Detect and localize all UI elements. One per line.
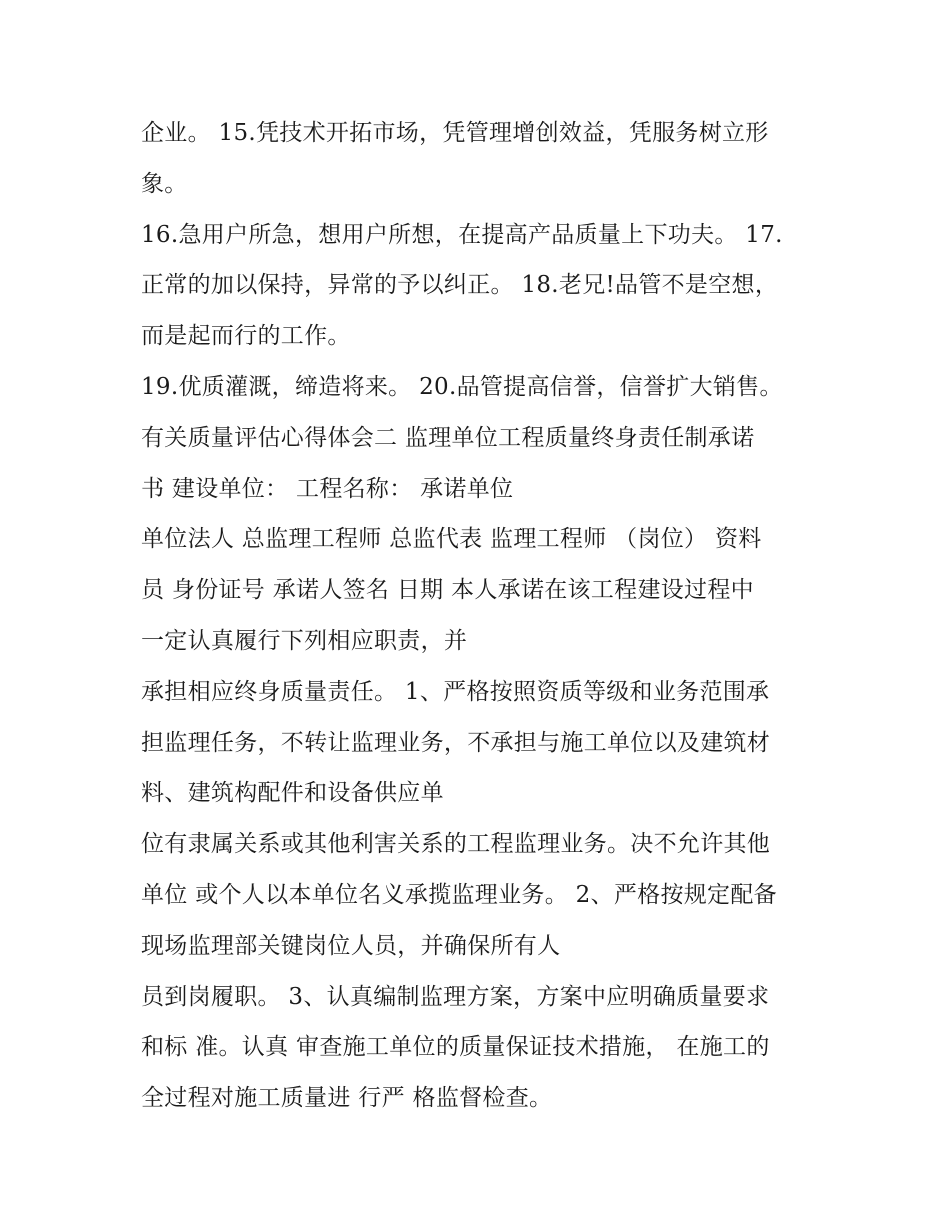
text-line: 单位 或个人以本单位名义承揽监理业务。 2、严格按规定配备	[141, 881, 777, 908]
text-line: 单位法人 总监理工程师 总监代表 监理工程师 （岗位） 资料	[141, 526, 762, 553]
text-line: 书 建设单位： 工程名称： 承诺单位	[141, 475, 514, 502]
text-line: 和标 准。认真 审查施工单位的质量保证技术措施， 在施工的	[141, 1034, 770, 1061]
text-line: 正常的加以保持，异常的予以纠正。 18.老兄!品管不是空想，	[141, 272, 779, 299]
text-line: 现场监理部关键岗位人员，并确保所有人	[141, 932, 561, 959]
text-line: 19.优质灌溉，缔造将来。 20.品管提高信誉，信誉扩大销售。	[141, 373, 783, 400]
text-line: 员 身份证号 承诺人签名 日期 本人承诺在该工程建设过程中	[141, 577, 754, 604]
text-line: 企业。 15.凭技术开拓市场，凭管理增创效益，凭服务树立形	[141, 120, 769, 146]
text-line: 担监理任务，不转让监理业务，不承担与施工单位以及建筑材	[141, 729, 771, 756]
text-line: 全过程对施工质量进 行严 格监督检查。	[141, 1085, 553, 1112]
text-line: 16.急用户所急，想用户所想，在提高产品质量上下功夫。 17.	[141, 221, 783, 248]
document-body	[141, 108, 821, 1124]
text-line: 象。	[141, 170, 188, 197]
text-line: 员到岗履职。 3、认真编制监理方案，方案中应明确质量要求	[141, 983, 770, 1010]
text-line: 料、建筑构配件和设备供应单	[141, 780, 444, 807]
text-line: 位有隶属关系或其他利害关系的工程监理业务。决不允许其他	[141, 831, 771, 858]
text-line: 承担相应终身质量责任。 1、严格按照资质等级和业务范围承	[141, 678, 770, 705]
text-line: 一定认真履行下列相应职责，并	[141, 627, 468, 654]
text-line: 而是起而行的工作。	[141, 323, 351, 350]
text-line: 有关质量评估心得体会二 监理单位工程质量终身责任制承诺	[141, 424, 755, 451]
